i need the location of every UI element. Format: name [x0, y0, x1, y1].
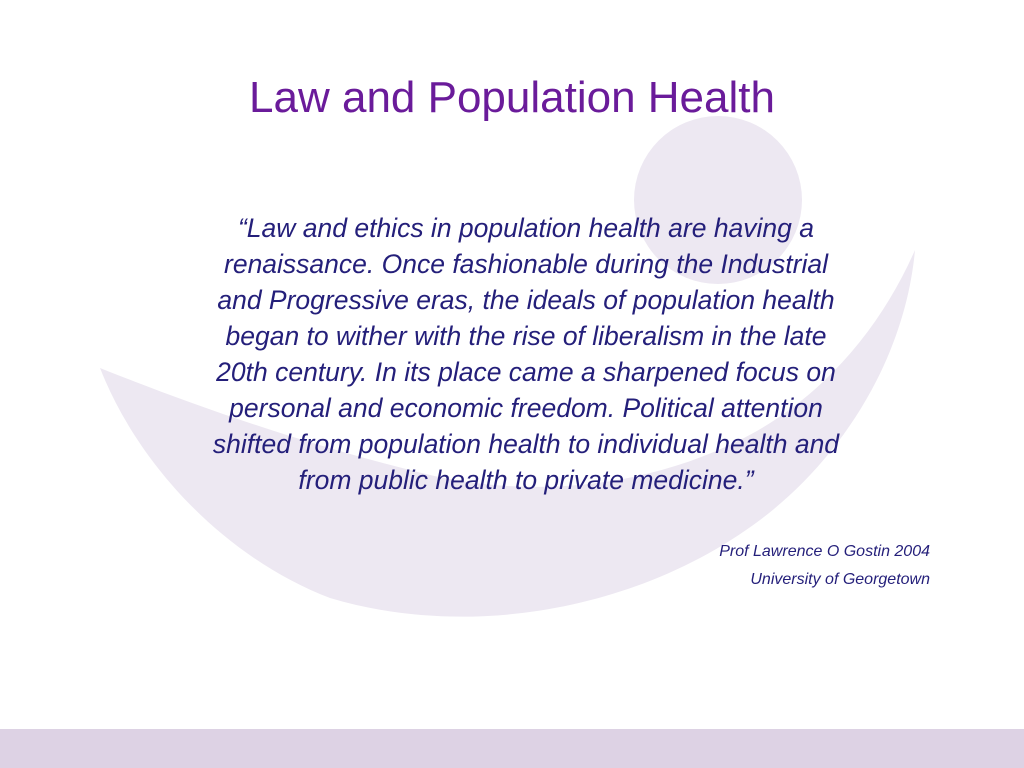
quote-line: “Law and ethics in population health are having a: [237, 213, 815, 243]
slide-title: Law and Population Health: [249, 73, 775, 122]
attribution-author: Prof Lawrence O Gostin 2004: [719, 543, 930, 560]
quote-line: renaissance. Once fashionable during the Industrial: [224, 249, 828, 279]
quote-line: shifted from population health to individual health and: [212, 429, 840, 459]
quote-line: 20th century. In its place came a sharpened focus on: [216, 357, 836, 387]
attribution: [500, 538, 930, 594]
attribution-affiliation: University of Georgetown: [750, 571, 930, 588]
quote-line: personal and economic freedom. Political attention: [229, 393, 823, 423]
quote-line: began to wither with the rise of liberalism in the late: [225, 321, 827, 351]
quote-block: [108, 210, 944, 498]
quote-line: from public health to private medicine.”: [298, 465, 754, 495]
quote-line: and Progressive eras, the ideals of population health: [217, 285, 835, 315]
footer-band: [0, 729, 1024, 768]
